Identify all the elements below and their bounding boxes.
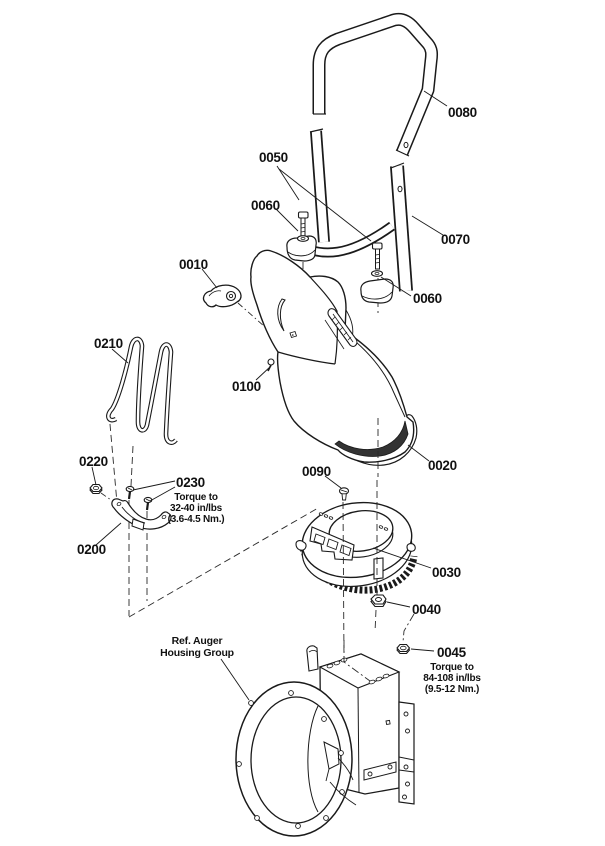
cable-guide-bracket <box>112 499 171 530</box>
callout-0020: 0020 <box>428 458 457 473</box>
torque-note-0045-line3: (9.5-12 Nm.) <box>424 684 480 695</box>
washer-left <box>298 236 309 242</box>
hex-nut-0220 <box>90 485 102 494</box>
callout-0200: 0200 <box>77 542 106 557</box>
torque-note-0230-line2: 32-40 in/lbs <box>169 503 223 514</box>
callout-0210: 0210 <box>94 336 123 351</box>
callout-0040: 0040 <box>412 602 441 617</box>
torque-note-0230-line3: (3.6-4.5 Nm.) <box>167 514 225 525</box>
deflector-screw <box>268 359 274 365</box>
pan-head-screw-0090 <box>340 488 349 500</box>
callout-0230: 0230 <box>176 475 205 490</box>
carriage-bolt-left <box>299 212 309 236</box>
callout-0060-left: 0060 <box>251 198 280 213</box>
torque-note-0045-line1: Torque to <box>430 662 474 673</box>
auger-housing-reference <box>236 646 414 836</box>
carriage-bolt-right <box>373 243 383 269</box>
ref-label-line2: Housing Group <box>160 647 234 659</box>
callout-0010: 0010 <box>179 257 208 272</box>
callout-0100: 0100 <box>232 379 261 394</box>
torque-note-0230-line1: Torque to <box>174 492 218 503</box>
callout-0030: 0030 <box>432 565 461 580</box>
callout-0080: 0080 <box>448 105 477 120</box>
chute-handle-frame <box>313 19 432 156</box>
torque-note-0230 <box>168 475 225 525</box>
ref-auger-housing-label <box>160 635 234 659</box>
callout-0060-right: 0060 <box>413 291 442 306</box>
chute-cam-lever <box>204 285 242 307</box>
callout-0045: 0045 <box>437 645 466 660</box>
callout-0220: 0220 <box>79 454 108 469</box>
ref-label-line1: Ref. Auger <box>171 635 223 647</box>
flange-nut <box>371 595 386 607</box>
torque-note-0045 <box>423 645 481 695</box>
washer-right <box>372 271 383 277</box>
callout-0070: 0070 <box>441 232 470 247</box>
torque-note-0045-line2: 84-108 in/lbs <box>423 673 481 684</box>
callout-0090: 0090 <box>302 464 331 479</box>
callout-0050: 0050 <box>259 150 288 165</box>
housing-bolt <box>397 645 410 654</box>
